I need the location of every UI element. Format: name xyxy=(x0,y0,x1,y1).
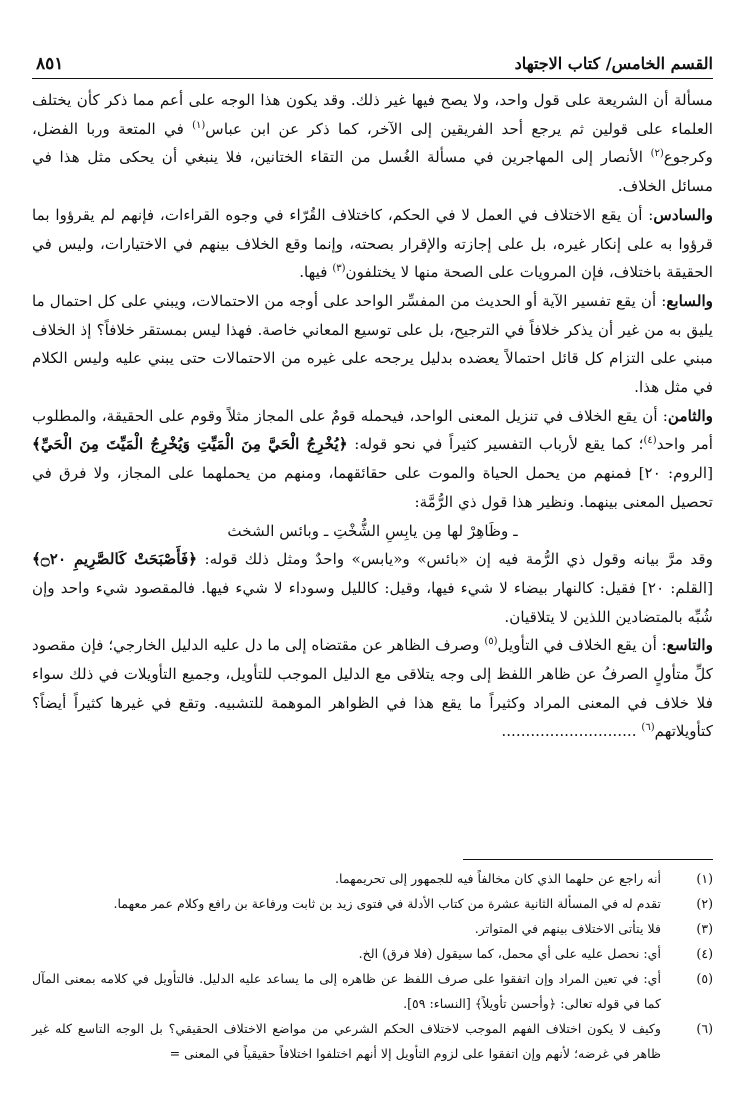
paragraph-verse-explanation: وقد مرَّ بيانه وقول ذي الرُّمة فيه إن «بائس» و«يابس» واحدٌ ومثل ذلك قوله: ﴿فَأَصْبَحَتْ كَالصَّرِيمِ ۝٢٠﴾ [القلم: ٢٠] فقيل: كالنهار بيضاء لا شيء فيها، وقيل: كالليل وسوداء لا شيء فيها. فالمقصود شيء واحد وإن شُبِّه بالمتضادين اللذين لا يتلاقيان. xyxy=(32,550,714,626)
footnote-text: أي: في تعين المراد وإن اتفقوا على صرف اللفظ عن ظاهره إلى ما يساعد عليه الدليل. فالتأويل في كلامه بمعنى المآل كما في قوله تعالى: ﴿وأحسن تأويلاً﴾ [النساء: ٥٩]. xyxy=(32,971,661,1011)
footnote-ref-5[interactable]: (٥) xyxy=(484,636,498,648)
footnote-text: أي: نحصل عليه على أي محمل، كما سيقول (فلا فرق) الخ. xyxy=(358,946,661,961)
footnote xyxy=(32,916,713,941)
quran-quote: ﴿يُخْرِجُ الْحَيَّ مِنَ الْمَيِّتِ وَيُخْرِجُ الْمَيِّتَ مِنَ الْحَيِّ﴾ xyxy=(32,435,348,454)
footnote-number: (٦) xyxy=(696,1021,713,1036)
paragraph-intro: مسألة أن الشريعة على قول واحد، ولا يصح فيها غير ذلك. وقد يكون هذا الوجه على أعم مما ذكر كأن يختلف العلماء على قولين ثم يرجع أحد الفريقين إلى الآخر، كما ذكر عن ابن عباس$^{(١)}$ في المتعة وربا الفضل، وكرجوع$^{(٢)}$ الأنصار إلى المهاجرين في مسألة الغُسل من التقاء الختانين، فلا ينبغي أن يحكى مثل هذا في مسائل الخلاف. xyxy=(32,91,713,196)
paragraph-ninth: والتاسع: أن يقع الخلاف في التأويل$^{(٥)}$ وصرف الظاهر عن مقتضاه إلى ما دل عليه الدليل الخارجي؛ فإن مقصود كلِّ متأولٍ الصرفُ عن ظاهر اللفظ إلى وجه يتلاقى مع الدليل الموجب للتأويل، وجميع التأويلات في ذلك سواء فلا خلاف في المعنى المراد وكثيراً ما يقع هذا في الظواهر الموهمة للتشبيه. وتقع في غيرها كثيراً أيضاً؟ كتأويلاتهم$^{(٦)}$ ............................ xyxy=(32,636,713,741)
footnote-text: أنه راجع عن حلهما الذي كان مخالفاً فيه للجمهور إلى تحريمهما. xyxy=(335,871,661,886)
ellipsis-dots: ............................ xyxy=(501,722,642,741)
footnote-ref-1[interactable]: (١) xyxy=(192,119,206,131)
poetry-verse: ـ وظَاهِرْ لها مِن يابِسِ الشُّخْتِ ـ وبائس الشخث xyxy=(227,521,518,540)
section-term-seventh: والسابع xyxy=(666,291,713,310)
paragraph-sixth: والسادس: أن يقع الاختلاف في العمل لا في الحكم، كاختلاف القُرّاء في وجوه القراءات، فإنهم لم يقرؤوا بما قرؤوا به على إنكار غيره، بل على إجازته والإقرار بصحته، وإنما وقع الخلاف بينهم في الاختيارات، وليس في الحقيقة باختلاف، فإن المرويات على الصحة منها لا يختلفون$^{(٣)}$ فيها. xyxy=(32,205,713,282)
footnote-divider xyxy=(463,859,713,860)
footnotes xyxy=(32,866,713,1066)
paragraph-seventh: والسابع: أن يقع تفسير الآية أو الحديث من المفسِّر الواحد على أوجه من الاحتمالات، ويبني على كل احتمال ما يليق به من غير أن يذكر خلافاً في الترجيح، بل على توسيع المعاني خاصة. فهذا ليس بمستقر خلافاً؟ إذ الخلاف مبني على التزام كل قائل احتمالاً يعضده بدليل يرجحه على غيره من الاحتمالات حتى يبني عليه وليس الكلام في مثل هذا. xyxy=(32,291,713,397)
footnote-text: وكيف لا يكون اختلاف الفهم الموجب لاختلاف الحكم الشرعي من مواضع الاختلاف الحقيقي؟ بل الوجه التاسع كله غير ظاهر في غرضه؛ لأنهم وإن اتفقوا على لزوم التأويل إلا أنهم اختلفوا اختلافاً حقيقياً في المعنى = xyxy=(32,1021,661,1061)
running-title: القسم الخامس/ كتاب الاجتهاد xyxy=(514,54,713,73)
footnote xyxy=(32,966,713,1016)
page-number: ٨٥١ xyxy=(36,54,64,74)
footnote-number: (٢) xyxy=(696,896,713,911)
paragraph-eighth: والثامن: أن يقع الخلاف في تنزيل المعنى الواحد، فيحمله قومٌ على المجاز مثلاً وقوم على الحقيقة، والمطلوب أمر واحد$^{(٤)}$؛ كما يقع لأرباب التفسير كثيراً في نحو قوله: ﴿يُخْرِجُ الْحَيَّ مِنَ الْمَيِّتِ وَيُخْرِجُ الْمَيِّتَ مِنَ الْحَيِّ﴾ [الروم: ٢٠] فمنهم من يحمل الحياة والموت على حقائقهما، ومنهم من يحملهما على المجاز، ولا فرق في تحصيل المعنى بينهما. ونظير هذا قول ذي الرُّمَّة: xyxy=(32,406,714,511)
footnote-ref-3[interactable]: (٣) xyxy=(332,263,346,275)
footnote-ref-4[interactable]: (٤) xyxy=(643,435,657,447)
footnote-text: تقدم له في المسألة الثانية عشرة من كتاب الأدلة في فتوى زيد بن ثابت ورفاعة بن رافع وكلام عمر معهما. xyxy=(113,896,661,911)
footnote-number: (٣) xyxy=(696,921,713,936)
footnote-text: فلا يتأتى الاختلاف بينهم في المتواتر. xyxy=(474,921,661,936)
quran-quote: ﴿فَأَصْبَحَتْ كَالصَّرِيمِ ۝٢٠﴾ xyxy=(32,550,198,569)
footnote-ref-6[interactable]: (٦) xyxy=(641,722,655,734)
section-term-sixth: والسادس xyxy=(653,205,713,224)
footnote-number: (١) xyxy=(696,871,713,886)
footnote xyxy=(32,891,713,916)
footnote xyxy=(32,1016,713,1066)
page-header xyxy=(32,44,713,79)
footnote-number: (٤) xyxy=(696,946,713,961)
footnote xyxy=(32,941,713,966)
footnote xyxy=(32,866,713,891)
section-term-ninth: والتاسع xyxy=(666,636,713,655)
footnote-ref-2[interactable]: (٢) xyxy=(650,148,664,160)
main-text xyxy=(32,86,713,746)
section-term-eighth: والثامن xyxy=(667,406,713,425)
footnote-number: (٥) xyxy=(696,971,713,986)
